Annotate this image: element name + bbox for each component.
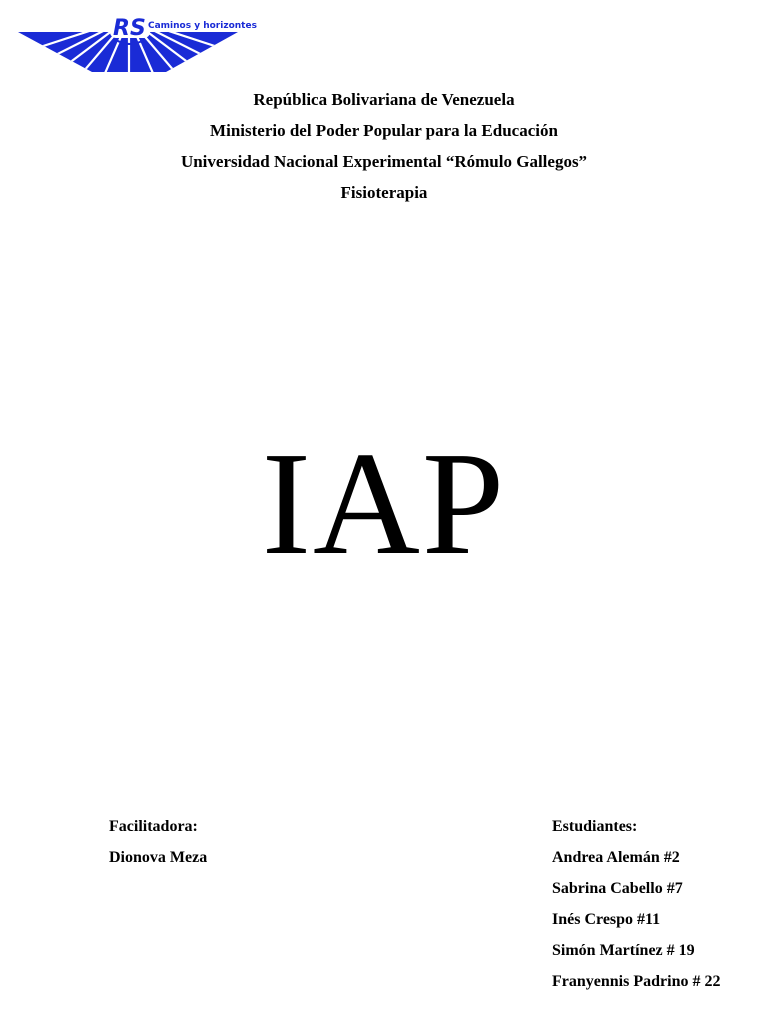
document-title: IAP bbox=[261, 422, 507, 586]
university-line: Universidad Nacional Experimental “Rómulo Gallegos” bbox=[180, 152, 588, 171]
student-item: Franyennis Padrino # 22 bbox=[552, 973, 721, 990]
student-item: Andrea Alemán #2 bbox=[552, 849, 680, 866]
facilitator-block bbox=[109, 813, 207, 875]
students-label: Estudiantes: bbox=[552, 818, 638, 835]
program-line: Fisioterapia bbox=[340, 183, 428, 202]
country-line: República Bolivariana de Venezuela bbox=[253, 90, 515, 109]
students-block bbox=[552, 813, 720, 999]
student-item: Inés Crespo #11 bbox=[552, 911, 661, 928]
logo-monogram bbox=[110, 12, 150, 44]
university-logo bbox=[16, 8, 257, 80]
svg-text:RS: RS bbox=[113, 16, 146, 41]
facilitator-name: Dionova Meza bbox=[109, 849, 208, 866]
student-item: Sabrina Cabello #7 bbox=[552, 880, 683, 897]
student-item: Simón Martínez # 19 bbox=[552, 942, 695, 959]
facilitator-label: Facilitadora: bbox=[109, 818, 198, 835]
ministry-line: Ministerio del Poder Popular para la Educación bbox=[210, 121, 558, 140]
logo-text: Caminos y horizontes bbox=[148, 21, 257, 31]
institution-header bbox=[0, 84, 768, 208]
